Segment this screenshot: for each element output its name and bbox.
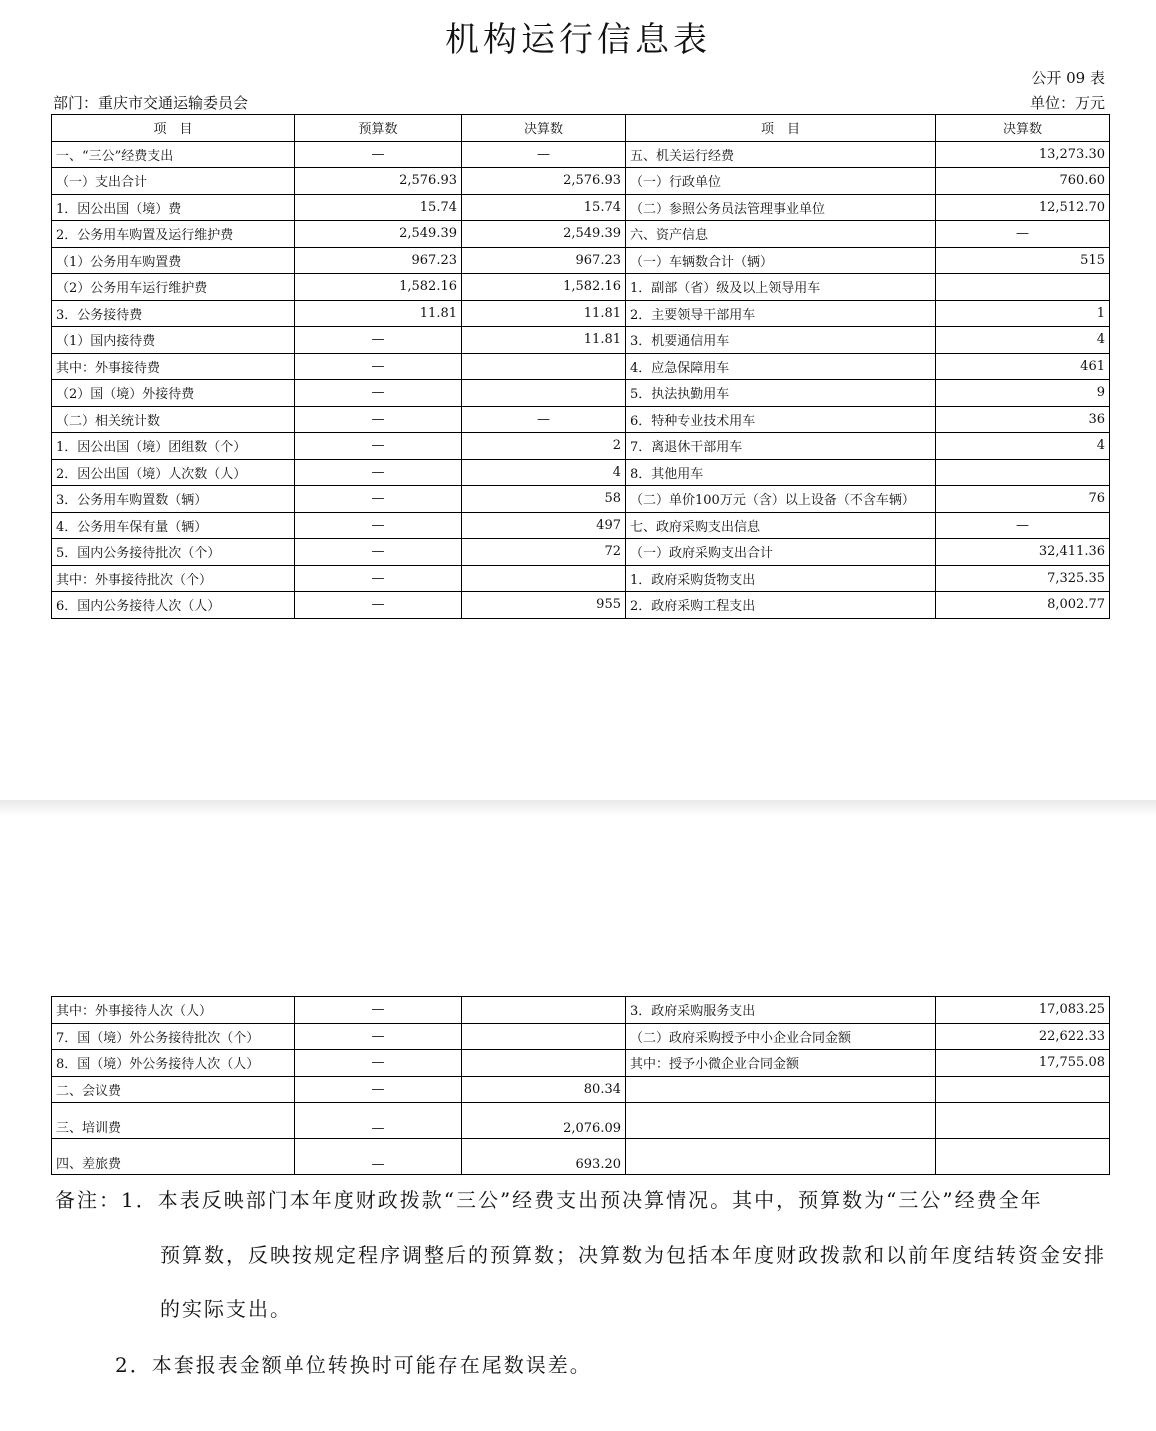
- budget-value: —: [295, 1103, 462, 1139]
- table-row: [52, 406, 1110, 433]
- final-value: 693.20: [462, 1139, 626, 1175]
- final-value: 17,755.08: [936, 1050, 1110, 1077]
- table-row: [52, 1050, 1110, 1077]
- final-value: 22,622.33: [936, 1023, 1110, 1050]
- table-row: [52, 247, 1110, 274]
- budget-value: —: [295, 997, 462, 1024]
- item-name: 2．因公出国（境）人次数（人）: [52, 459, 295, 486]
- item-name: 其中：外事接待费: [52, 353, 295, 380]
- item-name: 7．国（境）外公务接待批次（个）: [52, 1023, 295, 1050]
- note-line-1: 备注：1．本表反映部门本年度财政拨款“三公”经费支出预决算情况。其中，预算数为“三公”经费全年: [55, 1188, 1043, 1212]
- final-value: [462, 380, 626, 407]
- item-name: 3．公务用车购置数（辆）: [52, 486, 295, 513]
- budget-value: —: [295, 1076, 462, 1103]
- header-final: 决算数: [936, 115, 1110, 142]
- table-row: [52, 327, 1110, 354]
- budget-value: —: [295, 1023, 462, 1050]
- item-name: 五、机关运行经费: [626, 141, 936, 168]
- item-name: 8．国（境）外公务接待人次（人）: [52, 1050, 295, 1077]
- final-value: [936, 1076, 1110, 1103]
- final-value: 2,549.39: [462, 221, 626, 248]
- table-row: [52, 539, 1110, 566]
- table-row: [52, 1023, 1110, 1050]
- header-final: 决算数: [462, 115, 626, 142]
- budget-value: 1,582.16: [295, 274, 462, 301]
- header-item: 项 目: [52, 115, 295, 142]
- department-label: 部门：重庆市交通运输委员会: [53, 94, 249, 112]
- item-name: 1．政府采购货物支出: [626, 565, 936, 592]
- note-line-4: 2．本套报表金额单位转换时可能存在尾数误差。: [115, 1353, 592, 1377]
- item-name: [626, 1076, 936, 1103]
- budget-value: —: [295, 1050, 462, 1077]
- item-name: 8．其他用车: [626, 459, 936, 486]
- table-row: [52, 221, 1110, 248]
- item-name: （二）政府采购授予中小企业合同金额: [626, 1023, 936, 1050]
- final-value: [462, 353, 626, 380]
- table-row: [52, 300, 1110, 327]
- final-value: [462, 1023, 626, 1050]
- final-value: 4: [936, 433, 1110, 460]
- final-value: 1,582.16: [462, 274, 626, 301]
- final-value: —: [462, 141, 626, 168]
- item-name: 3．政府采购服务支出: [626, 997, 936, 1024]
- table-row: [52, 486, 1110, 513]
- final-value: [936, 274, 1110, 301]
- final-value: 4: [936, 327, 1110, 354]
- final-value: 76: [936, 486, 1110, 513]
- table-row: [52, 1103, 1110, 1139]
- budget-value: —: [295, 141, 462, 168]
- final-value: 955: [462, 592, 626, 619]
- budget-value: —: [295, 459, 462, 486]
- item-name: 七、政府采购支出信息: [626, 512, 936, 539]
- final-value: [462, 565, 626, 592]
- table-row: [52, 1139, 1110, 1175]
- info-table-page2: [51, 996, 1110, 1175]
- item-name: 3．公务接待费: [52, 300, 295, 327]
- item-name: （二）参照公务员法管理事业单位: [626, 194, 936, 221]
- table-row: [52, 274, 1110, 301]
- final-value: 2,076.09: [462, 1103, 626, 1139]
- table-row: [52, 592, 1110, 619]
- budget-value: —: [295, 486, 462, 513]
- item-name: （二）单价100万元（含）以上设备（不含车辆）: [626, 486, 936, 513]
- budget-value: 2,549.39: [295, 221, 462, 248]
- final-value: 497: [462, 512, 626, 539]
- item-name: 2．公务用车购置及运行维护费: [52, 221, 295, 248]
- item-name: （1）国内接待费: [52, 327, 295, 354]
- budget-value: 2,576.93: [295, 168, 462, 195]
- final-value: 9: [936, 380, 1110, 407]
- info-table-page1: [51, 114, 1110, 619]
- unit-label: 单位：万元: [1029, 94, 1105, 112]
- note-line-2: 预算数，反映按规定程序调整后的预算数；决算数为包括本年度财政拨款和以前年度结转资金安排: [160, 1243, 1106, 1267]
- item-name: 4．公务用车保有量（辆）: [52, 512, 295, 539]
- item-name: 5．国内公务接待批次（个）: [52, 539, 295, 566]
- budget-value: 967.23: [295, 247, 462, 274]
- item-name: （一）支出合计: [52, 168, 295, 195]
- item-name: 1．因公出国（境）费: [52, 194, 295, 221]
- item-name: 一、“三公”经费支出: [52, 141, 295, 168]
- item-name: 3．机要通信用车: [626, 327, 936, 354]
- final-value: 13,273.30: [936, 141, 1110, 168]
- item-name: 四、差旅费: [52, 1139, 295, 1175]
- final-value: 72: [462, 539, 626, 566]
- table-row: [52, 459, 1110, 486]
- final-value: 7,325.35: [936, 565, 1110, 592]
- item-name: 二、会议费: [52, 1076, 295, 1103]
- final-value: 11.81: [462, 300, 626, 327]
- final-value: 760.60: [936, 168, 1110, 195]
- item-name: 其中：外事接待批次（个）: [52, 565, 295, 592]
- final-value: 32,411.36: [936, 539, 1110, 566]
- page-title: 机构运行信息表: [445, 20, 711, 60]
- final-value: 36: [936, 406, 1110, 433]
- item-name: 6．特种专业技术用车: [626, 406, 936, 433]
- final-value: 1: [936, 300, 1110, 327]
- item-name: [626, 1139, 936, 1175]
- budget-value: —: [295, 327, 462, 354]
- item-name: 三、培训费: [52, 1103, 295, 1139]
- final-value: —: [936, 221, 1110, 248]
- table-row: [52, 1076, 1110, 1103]
- header-item: 项 目: [626, 115, 936, 142]
- item-name: [626, 1103, 936, 1139]
- item-name: 1．因公出国（境）团组数（个）: [52, 433, 295, 460]
- final-value: [936, 459, 1110, 486]
- final-value: [462, 1050, 626, 1077]
- item-name: （2）国（境）外接待费: [52, 380, 295, 407]
- form-number: 公开 09 表: [1031, 69, 1105, 87]
- page-break: [0, 800, 1156, 816]
- table-row: [52, 194, 1110, 221]
- item-name: （1）公务用车购置费: [52, 247, 295, 274]
- final-value: [936, 1103, 1110, 1139]
- item-name: （一）车辆数合计（辆）: [626, 247, 936, 274]
- final-value: 2: [462, 433, 626, 460]
- table-row: [52, 141, 1110, 168]
- final-value: 11.81: [462, 327, 626, 354]
- final-value: 8,002.77: [936, 592, 1110, 619]
- final-value: 17,083.25: [936, 997, 1110, 1024]
- item-name: 1．副部（省）级及以上领导用车: [626, 274, 936, 301]
- budget-value: —: [295, 592, 462, 619]
- note-line-3: 的实际支出。: [160, 1297, 292, 1321]
- budget-value: —: [295, 406, 462, 433]
- table-row: [52, 168, 1110, 195]
- final-value: [462, 997, 626, 1024]
- item-name: 7．离退休干部用车: [626, 433, 936, 460]
- final-value: 12,512.70: [936, 194, 1110, 221]
- item-name: 4．应急保障用车: [626, 353, 936, 380]
- final-value: 4: [462, 459, 626, 486]
- table-row: [52, 353, 1110, 380]
- table-row: [52, 565, 1110, 592]
- budget-value: —: [295, 353, 462, 380]
- table-row: [52, 380, 1110, 407]
- final-value: 515: [936, 247, 1110, 274]
- item-name: 5．执法执勤用车: [626, 380, 936, 407]
- item-name: 其中：外事接待人次（人）: [52, 997, 295, 1024]
- table-header-row: [52, 115, 1110, 142]
- header-budget: 预算数: [295, 115, 462, 142]
- item-name: 其中：授予小微企业合同金额: [626, 1050, 936, 1077]
- item-name: 2．政府采购工程支出: [626, 592, 936, 619]
- budget-value: —: [295, 433, 462, 460]
- final-value: 967.23: [462, 247, 626, 274]
- item-name: （一）政府采购支出合计: [626, 539, 936, 566]
- table-row: [52, 433, 1110, 460]
- item-name: 2．主要领导干部用车: [626, 300, 936, 327]
- item-name: 六、资产信息: [626, 221, 936, 248]
- budget-value: —: [295, 539, 462, 566]
- budget-value: 11.81: [295, 300, 462, 327]
- budget-value: —: [295, 1139, 462, 1175]
- table-row: [52, 997, 1110, 1024]
- budget-value: —: [295, 565, 462, 592]
- item-name: （二）相关统计数: [52, 406, 295, 433]
- final-value: 15.74: [462, 194, 626, 221]
- budget-value: 15.74: [295, 194, 462, 221]
- final-value: 461: [936, 353, 1110, 380]
- table-row: [52, 512, 1110, 539]
- final-value: [936, 1139, 1110, 1175]
- item-name: （2）公务用车运行维护费: [52, 274, 295, 301]
- budget-value: —: [295, 512, 462, 539]
- final-value: —: [462, 406, 626, 433]
- budget-value: —: [295, 380, 462, 407]
- final-value: 58: [462, 486, 626, 513]
- final-value: 2,576.93: [462, 168, 626, 195]
- final-value: —: [936, 512, 1110, 539]
- item-name: 6．国内公务接待人次（人）: [52, 592, 295, 619]
- final-value: 80.34: [462, 1076, 626, 1103]
- item-name: （一）行政单位: [626, 168, 936, 195]
